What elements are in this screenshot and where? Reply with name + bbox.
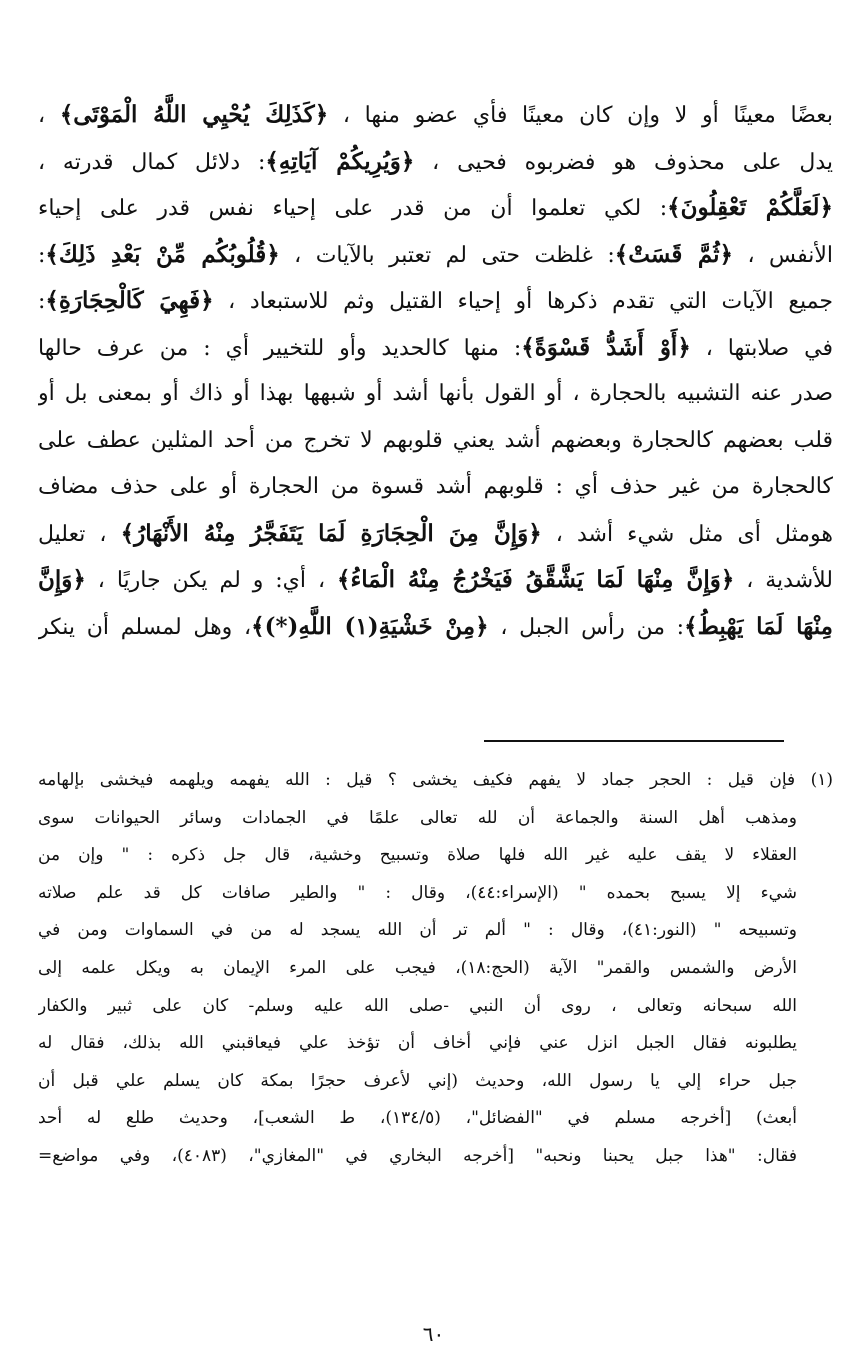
- quran-quote: ﴿لَعَلَّكُمْ تَعْقِلُونَ﴾: [667, 194, 833, 221]
- quran-quote: ﴿وَيُرِيكُمْ آيَاتِهِ﴾: [265, 147, 415, 175]
- text-segment: للأشدية ،: [734, 568, 833, 593]
- footnote-line: العقلاء لا يقف عليه غير الله فلها صلاة وتسبيح وخشية، قال جل ذكره : " وإن من: [38, 845, 797, 866]
- main-text: [38, 92, 833, 650]
- text-line: [38, 139, 833, 186]
- text-segment: الأنفس ،: [733, 242, 833, 268]
- page-number: ٦٠: [422, 1322, 445, 1346]
- footnote-block: [38, 762, 833, 1176]
- footnote-line: أبعث) [أخرجه مسلم في "الفضائل"، (١٣٤/٥)، ط الشعب]، وحديث طلع له أحد: [38, 1108, 797, 1129]
- text-segment: : لكي تعلموا أن من قدر على إحياء نفس قدر على إحياء: [38, 196, 668, 221]
- text-line: [38, 325, 833, 372]
- footnote-line: فقال: "هذا جبل يحبنا ونحبه" [أخرجه البخاري في "المغازي"، (٤٠٨٣)، وفي مواضع=: [38, 1145, 797, 1166]
- text-segment: كالحجارة من غير حذف أي : قلوبهم أشد قسوة من الحجارة أو على حذف مضاف: [38, 474, 833, 499]
- text-line: [38, 511, 833, 558]
- text-segment: ، أي: و لم يكن جاريًا ،: [85, 568, 337, 593]
- text-segment: هومثل أى مثل شيء أشد ،: [541, 521, 833, 547]
- text-segment: صدر عنه التشبيه بالحجارة ، أو القول بأنها أشد أو شبهها بهذا أو ذاك أو بمعنى بل أو: [38, 381, 833, 406]
- quran-quote: ﴿فَهِيَ كَالْحِجَارَةِ﴾: [45, 287, 214, 314]
- text-segment: : غلظت حتى لم تعتبر بالآيات ،: [279, 242, 615, 268]
- text-segment: ، تعليل: [38, 521, 121, 547]
- text-line: [38, 278, 833, 325]
- text-segment: ،: [38, 103, 60, 128]
- text-line: [38, 418, 833, 465]
- footnote-line: ومذهب أهل السنة والجماعة أن لله تعالى علمًا في الجمادات وسائر الحيوانات سوى: [38, 807, 797, 828]
- quran-quote: ﴿وَإِنَّ: [38, 566, 86, 593]
- text-segment: في صلابتها ،: [690, 335, 833, 361]
- quran-quote: ﴿وَإِنَّ مِنْهَا لَمَا يَشَّقَّقُ فَيَخْرُجُ مِنْهُ الْمَاءُ﴾: [336, 566, 735, 593]
- text-segment: :: [38, 242, 46, 268]
- text-segment: :: [38, 289, 46, 314]
- text-segment: بعضًا معينًا أو لا وإن كان معينًا فأي عضو منها ،: [328, 103, 833, 128]
- text-segment: : منها كالحديد وأو للتخيير أي : من عرف حالها: [38, 335, 522, 361]
- footnote-line: يطلبونه فقال الجبل انزل عني فإني أخاف أن تؤخذ علي فيعاقبني الله بذلك، فقال له: [38, 1033, 797, 1054]
- quran-quote: ﴿وَإِنَّ مِنَ الْحِجَارَةِ لَمَا يَتَفَجَّرُ مِنْهُ الأَنْهَارُ﴾: [120, 519, 542, 547]
- footnote-line: الأرض والشمس والقمر" الآية (الحج:١٨)، فيجب على المرء الإيمان به ويكل علمه إلى: [38, 957, 798, 978]
- text-segment: ، وهل لمسلم أن ينكر: [38, 614, 252, 640]
- footnote-line: الله سبحانه وتعالى ، روى أن النبي -صلى الله عليه وسلم- كان على ثبير والكفار: [38, 995, 797, 1016]
- text-segment: : دلائل كمال قدرته ،: [38, 149, 266, 175]
- quran-quote: ﴿مِنْ خَشْيَةِ(١) اللَّهِ(*)﴾: [251, 612, 489, 640]
- footnote-separator: [484, 740, 784, 742]
- text-line: [38, 232, 833, 279]
- footnote-line: (١) فإن قيل : الحجر جماد لا يفهم فكيف يخشى ؟ قيل : الله يفهمه ويلهمه فيخشى بإلهامه: [38, 770, 833, 790]
- text-line: [38, 92, 833, 139]
- text-line: [38, 371, 833, 418]
- text-line: [38, 185, 833, 232]
- text-segment: : من رأس الجبل ،: [488, 614, 685, 640]
- footnote-line: جبل حراء إلي يا رسول الله، وحديث (إني لأعرف حجرًا بمكة كان يسلم علي قبل أن: [38, 1070, 797, 1091]
- text-segment: جميع الآيات التي تقدم ذكرها أو إحياء القتيل وثم للاستبعاد ،: [213, 289, 833, 314]
- footnote-line: وتسبيحه " (النور:٤١)، وقال : " ألم تر أن الله يسجد له من في السماوات ومن في: [38, 920, 797, 941]
- quran-quote: ﴿ثُمَّ قَسَتْ﴾: [614, 240, 734, 268]
- text-line: [38, 557, 833, 604]
- text-line: [38, 604, 833, 651]
- text-segment: قلب بعضهم كالحجارة وبعضهم أشد يعني قلوبهم لا تخرج من أحد المثلين عطف على: [38, 427, 833, 453]
- text-segment: يدل على محذوف هو فضربوه فحيى ،: [414, 149, 833, 175]
- quran-quote: ﴿كَذَلِكَ يُحْيِي اللَّهُ الْمَوْتَى﴾: [59, 101, 329, 128]
- quran-quote: ﴿أَوْ أَشَدُّ قَسْوَةً﴾: [521, 333, 691, 361]
- quran-quote: مِنْهَا لَمَا يَهْبِطُ﴾: [684, 612, 833, 640]
- footnote-line: شيء إلا يسبح بحمده " (الإسراء:٤٤)، وقال : " والطير صافات كل قد علم صلاته: [38, 882, 798, 903]
- text-line: [38, 464, 833, 511]
- quran-quote: ﴿قُلُوبُكُم مِّنْ بَعْدِ ذَلِكَ﴾: [45, 240, 280, 268]
